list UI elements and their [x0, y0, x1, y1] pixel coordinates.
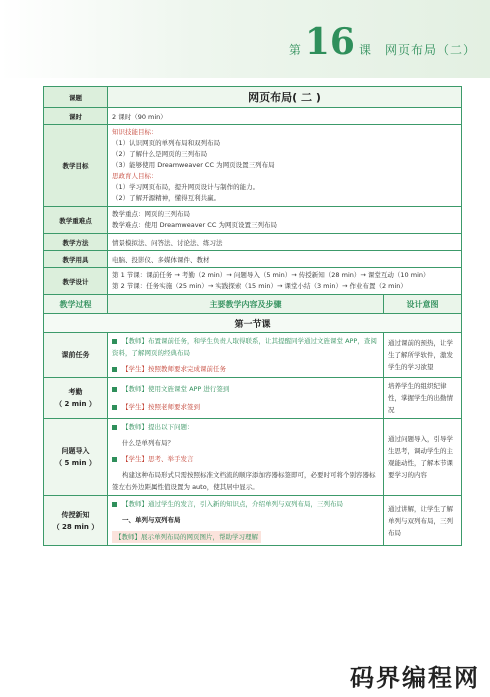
- knowledge-item: （1）认识网页的单列布局和双列布局: [112, 139, 221, 147]
- goals-label: 教学目标: [44, 125, 108, 207]
- keypoint-item: 教学重点：网页的三列布局: [112, 210, 190, 218]
- stage-steps: [108, 496, 384, 546]
- tools-label: 教学用具: [44, 251, 108, 268]
- stage-name-text: 传授新知: [61, 510, 90, 519]
- explanation-text: 构建这种布局形式只需按照标准文档流的顺序添加容器标签即可，必要时可将个别容器标签左右外边距属性值设置为 auto，使其居中显示。: [112, 471, 376, 491]
- design-content: [108, 268, 462, 295]
- ideology-item: （2）了解开源精神，懂得互利共赢。: [112, 194, 221, 202]
- topic-label: 课题: [44, 87, 108, 108]
- bullet-icon: [112, 405, 117, 410]
- goals-content: [108, 125, 462, 207]
- stage-intent: 培养学生的组织纪律性，掌握学生的出勤情况: [384, 378, 462, 419]
- subsection-title: 一、单列与双列布局: [122, 516, 181, 524]
- ideology-head: 思政育人目标：: [112, 172, 158, 180]
- stage-steps: [108, 333, 384, 378]
- keypoints-label: 教学重难点: [44, 207, 108, 234]
- stage-intent: 通过课前的预热，让学生了解所学软件，激发学生的学习欲望: [384, 333, 462, 378]
- process-header-col2: 主要教学内容及步骤: [108, 295, 384, 314]
- keypoint-item: 教学难点：使用 Dreamweaver CC 为网页设置三列布局: [112, 221, 277, 229]
- bullet-icon: [112, 502, 117, 507]
- stage-time-text: （ 28 min ）: [52, 522, 99, 531]
- watermark: 码界编程网: [350, 664, 480, 692]
- row-design: [44, 268, 462, 295]
- bullet-icon: [112, 387, 117, 392]
- stage-steps: [108, 378, 384, 419]
- stage-intent: 通过讲解，让学生了解单列与双列布局，三列布局: [384, 496, 462, 546]
- chapter-prefix: 第: [288, 43, 301, 57]
- student-step: [112, 401, 379, 413]
- stage-row: [44, 419, 462, 496]
- bullet-icon: [112, 367, 117, 372]
- chapter-title: 网页布局（二）: [384, 43, 476, 57]
- stage-name: [44, 378, 108, 419]
- student-step: [112, 363, 379, 375]
- chapter-suffix: 课: [358, 43, 371, 57]
- teacher-step-text: 【教师】通过学生的发言，引入新的知识点，介绍单列与双列布局，三列布局: [122, 500, 343, 508]
- row-topic: [44, 87, 462, 108]
- teacher-step-text: 【教师】使用文旌课堂 APP 进行签到: [122, 385, 230, 393]
- tools-value: 电脑、投影仪、多媒体课件、教材: [108, 251, 462, 268]
- row-goals: [44, 125, 462, 207]
- knowledge-item: （2）了解什么是网页的三列布局: [112, 150, 208, 158]
- teacher-step: [112, 335, 379, 359]
- process-header-col1: 教学过程: [44, 295, 108, 314]
- section-row: [44, 314, 462, 333]
- stage-time-text: （ 5 min ）: [55, 459, 96, 467]
- teacher-step: [112, 383, 379, 395]
- knowledge-head: 知识技能目标：: [112, 128, 158, 136]
- teacher-step-text: 【教师】布置课前任务，和学生负责人取得联系，让其提醒同学通过文旌课堂 APP，查阅资料，了解网页的经典布局: [112, 337, 377, 357]
- bullet-icon: [112, 425, 117, 430]
- design-item: 第 1 节课：课前任务 → 考勤（2 min）→ 问题导入（5 min）→ 传授新知（28 min）→ 课堂互动（10 min）: [112, 271, 430, 279]
- design-item: 第 2 节课：任务实施（25 min）→ 实践探索（15 min）→ 课堂小结（3 min）→ 作业布置（2 min）: [112, 282, 407, 290]
- bullet-icon: [112, 339, 117, 344]
- design-label: 教学设计: [44, 268, 108, 295]
- row-tools: [44, 251, 462, 268]
- methods-value: 情景模拟法、问答法、讨论法、练习法: [108, 234, 462, 251]
- hours-value: 2 课时（90 min）: [108, 108, 462, 125]
- highlight-text: 【教师】展示单列布局的网页图片，帮助学习理解: [112, 531, 261, 543]
- teacher-step-text: 【教师】提出以下问题：: [122, 423, 194, 431]
- stage-row: [44, 333, 462, 378]
- process-header: [44, 295, 462, 314]
- stage-name: [44, 419, 108, 496]
- keypoints-content: [108, 207, 462, 234]
- teacher-step: [112, 498, 379, 510]
- stage-row: [44, 496, 462, 546]
- stage-steps: [108, 419, 384, 496]
- student-step-text: 【学生】按照教师要求完成课前任务: [122, 365, 226, 373]
- student-step-text: 【学生】思考、举手发言: [122, 455, 194, 463]
- stage-intent: 通过问题导入，引导学生思考，调动学生的主观能动性，了解本节课要学习的内容: [384, 419, 462, 496]
- process-header-col3: 设计意图: [384, 295, 462, 314]
- stage-name-text: 课前任务: [61, 351, 90, 359]
- highlight-step: [112, 531, 379, 543]
- methods-label: 教学方法: [44, 234, 108, 251]
- chapter-heading: [288, 21, 476, 63]
- section-title: 第一节课: [44, 314, 462, 333]
- lesson-plan-table: [43, 86, 462, 546]
- stage-name: [44, 333, 108, 378]
- ideology-item: （1）学习网页布局，提升网页设计与制作的能力。: [112, 183, 260, 191]
- student-step-text: 【学生】按照老师要求签到: [122, 403, 200, 411]
- chapter-number: 16: [304, 21, 355, 63]
- row-keypoints: [44, 207, 462, 234]
- stage-name: [44, 496, 108, 546]
- student-step: [112, 453, 379, 465]
- row-methods: [44, 234, 462, 251]
- stage-time-text: （ 2 min ）: [55, 400, 96, 408]
- row-hours: [44, 108, 462, 125]
- stage-row: [44, 378, 462, 419]
- topic-value: 网页布局( 二 ): [108, 87, 462, 108]
- question-text: 什么是单列布局？: [122, 439, 174, 447]
- hours-label: 课时: [44, 108, 108, 125]
- teacher-step: [112, 421, 379, 433]
- stage-name-text: 问题导入: [61, 447, 90, 455]
- stage-name-text: 考勤: [68, 388, 83, 396]
- bullet-icon: [112, 457, 117, 462]
- knowledge-item: （3）能够使用 Dreamweaver CC 为网页设置三列布局: [112, 161, 275, 169]
